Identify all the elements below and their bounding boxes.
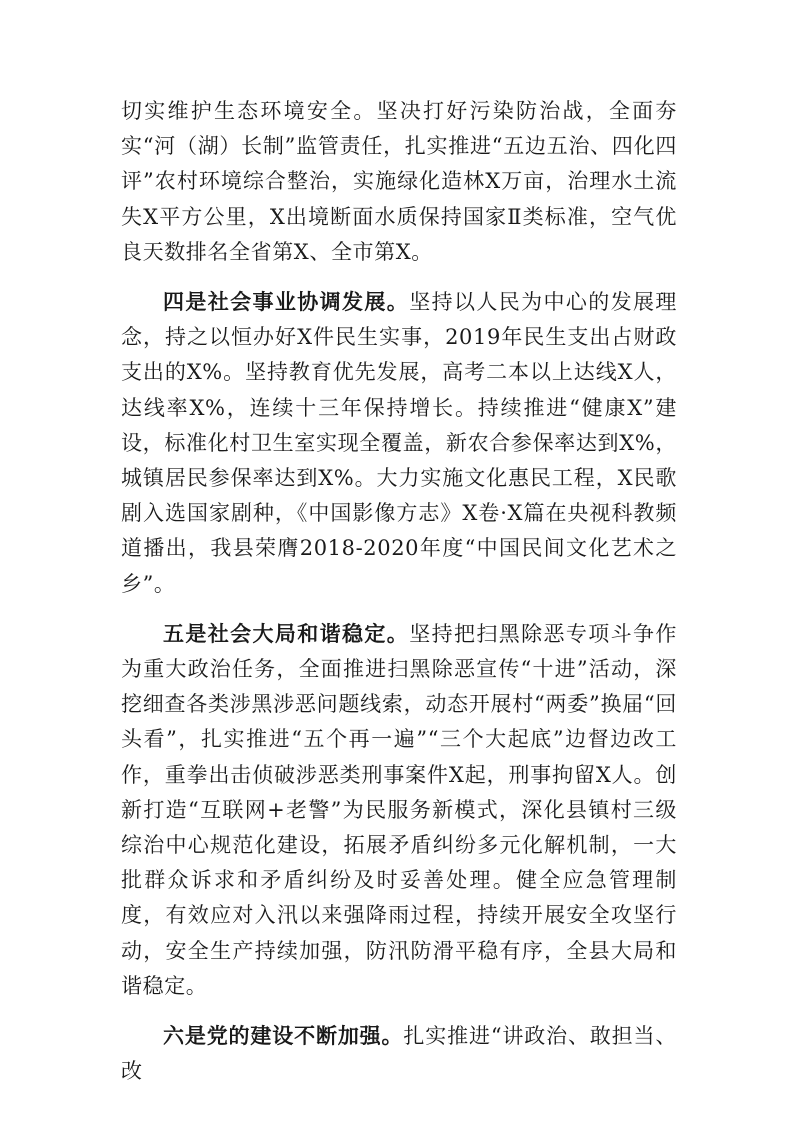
paragraph-lead: 四是社会事业协调发展。 [163,289,410,315]
paragraph-text: 坚持以人民为中心的发展理念，持之以恒办好X件民生实事，2019年民生支出占财政支出的X%。坚持教育优先发展，高考二本以上达线X人，达线率X%，连续十三年保持增长。持续推进“健康X”建设，标准化村卫生室实现全覆盖，新农合参保率达到X%，城镇居民参保率达到X%。大力实施文化惠民工程，X民歌剧入选国家剧种，《中国影像方志》X卷·X篇在央视科教频道播出，我县荣膺2018-2020年度“中国民间文化艺术之乡”。 [121,290,677,596]
paragraph-social-affairs [121,284,677,602]
paragraph-lead: 六是党的建设不断加强。 [163,1023,404,1049]
document-page [121,94,677,1103]
paragraph-text: 坚持把扫黑除恶专项斗争作为重大政治任务，全面推进扫黑除恶宣传“十进”活动，深挖细查各类涉黑涉恶问题线索，动态开展村“两委”换届“回头看”，扎实推进“五个再一遍”“三个大起底”边督边改工作，重拳出击侦破涉恶类刑事案件X起，刑事拘留X人。创新打造“互联网+老警”为民服务新模式，深化县镇村三级综治中心规范化建设，拓展矛盾纠纷多元化解机制，一大批群众诉求和矛盾纠纷及时妥善处理。健全应急管理制度，有效应对入汛以来强降雨过程，持续开展安全攻坚行动，安全生产持续加强，防汛防滑平稳有序，全县大局和谐稳定。 [121,621,677,998]
paragraph-social-stability [121,616,677,1004]
paragraph-ecology [121,94,677,270]
paragraph-party-building [121,1018,677,1089]
paragraph-lead: 五是社会大局和谐稳定。 [163,620,410,646]
paragraph-text: 扎实推进“讲政治、敢担当、改 [121,1024,677,1084]
paragraph-text: 切实维护生态环境安全。坚决打好污染防治战，全面夯实“河（湖）长制”监管责任，扎实推进“五边五治、四化四评”农村环境综合整治，实施绿化造林X万亩，治理水土流失X平方公里，X出境断面水质保持国家Ⅱ类标准，空气优良天数排名全省第X、全市第X。 [121,99,677,264]
